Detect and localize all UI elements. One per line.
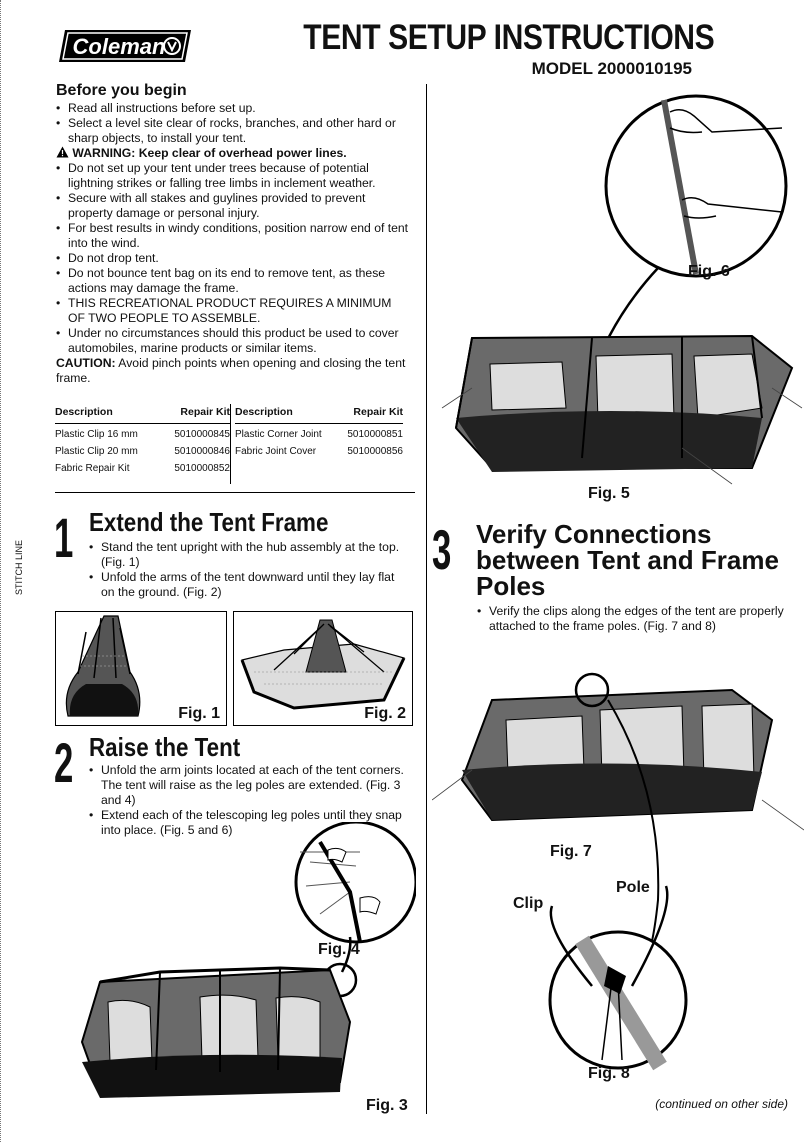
figure-5-6 xyxy=(432,88,804,508)
list-item: • Verify the clips along the edges of the tent are properly attached to the frame poles. (Fig. 7 and 8) xyxy=(477,604,799,634)
list-item: • THIS RECREATIONAL PRODUCT REQUIRES A MINIMUM OF TWO PEOPLE TO ASSEMBLE. xyxy=(56,296,411,326)
step-1-instructions xyxy=(89,540,411,600)
list-item: • Unfold the arm joints located at each of the tent corners. The tent will raise as the leg poles are extended. (Fig. 3 and 4) xyxy=(89,763,411,808)
figure-2 xyxy=(233,611,413,726)
table-row: Plastic Clip 16 mm 5010000845 xyxy=(55,429,230,440)
section-divider xyxy=(55,492,415,493)
list-item: • Unfold the arms of the tent downward until they lay flat on the ground. (Fig. 2) xyxy=(89,570,411,600)
stitch-line-label: STITCH LINE xyxy=(14,539,24,595)
step-3-instructions xyxy=(477,604,799,634)
brand-name: Coleman xyxy=(72,34,166,59)
model-number: MODEL 2000010195 xyxy=(531,59,692,78)
col-description-header: Description xyxy=(235,406,337,424)
fig-5-label: Fig. 5 xyxy=(588,485,630,502)
list-item: • Stand the tent upright with the hub assembly at the top. (Fig. 1) xyxy=(89,540,411,570)
fig-6-label: Fig. 6 xyxy=(688,263,730,280)
step-2-title: Raise the Tent xyxy=(89,732,241,762)
fig-3-label: Fig. 3 xyxy=(366,1097,408,1114)
warning-icon xyxy=(56,146,69,158)
col-description-header: Description xyxy=(55,406,160,424)
table-row: Fabric Joint Cover 5010000856 xyxy=(235,446,403,457)
caution-text: Avoid pinch points when opening and closing the tent frame. xyxy=(56,356,406,385)
list-item: • Select a level site clear of rocks, branches, and other hard or sharp objects, to install your tent. xyxy=(56,116,411,146)
col-repair-kit-header: Repair Kit xyxy=(337,406,403,424)
fig-2-label: Fig. 2 xyxy=(364,705,406,722)
step-3-number: 3 xyxy=(432,518,452,581)
table-row: Plastic Clip 20 mm 5010000846 xyxy=(55,446,230,457)
stitch-line xyxy=(0,0,1,1142)
list-item: • Do not bounce tent bag on its end to remove tent, as these actions may damage the frame. xyxy=(56,266,411,296)
caution-note xyxy=(56,356,411,386)
step-1-number: 1 xyxy=(54,506,74,569)
list-item: • Do not drop tent. xyxy=(56,251,411,266)
before-you-begin-section xyxy=(56,101,411,386)
step-2-number: 2 xyxy=(54,731,74,794)
continued-note: (continued on other side) xyxy=(655,1097,788,1111)
step-1-title: Extend the Tent Frame xyxy=(89,507,329,537)
fig-1-label: Fig. 1 xyxy=(178,705,220,722)
parts-table-divider xyxy=(230,404,231,484)
raising-tent-illustration xyxy=(60,822,416,1122)
caution-label: CAUTION: xyxy=(56,356,116,370)
parts-table-left xyxy=(55,406,230,475)
list-item: • Read all instructions before set up. xyxy=(56,101,411,116)
table-row: Plastic Corner Joint 5010000851 xyxy=(235,429,403,440)
list-item: • For best results in windy conditions, position narrow end of tent into the wind. xyxy=(56,221,411,251)
pole-callout-label: Pole xyxy=(616,879,650,896)
brand-logo xyxy=(57,26,197,66)
page-title: TENT SETUP INSTRUCTIONS xyxy=(303,18,715,57)
list-item: • Under no circumstances should this product be used to cover automobiles, marine products or similar items. xyxy=(56,326,411,356)
before-bullets-b xyxy=(56,161,411,356)
list-item: • Extend each of the telescoping leg poles until they snap into place. (Fig. 5 and 6) xyxy=(89,808,411,838)
before-you-begin-heading: Before you begin xyxy=(56,82,187,99)
column-divider xyxy=(426,84,427,1114)
list-item: • Secure with all stakes and guylines provided to prevent property damage or personal injury. xyxy=(56,191,411,221)
figure-3-4 xyxy=(60,822,416,1122)
warning-text: WARNING: Keep clear of overhead power lines. xyxy=(72,146,347,160)
table-row: Fabric Repair Kit 5010000852 xyxy=(55,463,230,474)
warning-line xyxy=(56,146,411,161)
extending-legs-illustration xyxy=(432,88,804,508)
fig-7-label: Fig. 7 xyxy=(550,843,592,860)
fig-4-label: Fig. 4 xyxy=(318,941,360,958)
clip-callout-label: Clip xyxy=(513,895,544,912)
step-3-title: Verify Connections between Tent and Frame Poles xyxy=(476,519,779,601)
before-bullets-a xyxy=(56,101,411,146)
parts-table-right xyxy=(235,406,403,458)
figure-7-8 xyxy=(432,660,804,1100)
col-repair-kit-header: Repair Kit xyxy=(160,406,230,424)
fig-8-label: Fig. 8 xyxy=(588,1065,630,1082)
list-item: • Do not set up your tent under trees because of potential lightning strikes or falling tree limbs in inclement weather. xyxy=(56,161,411,191)
figure-1 xyxy=(55,611,227,726)
